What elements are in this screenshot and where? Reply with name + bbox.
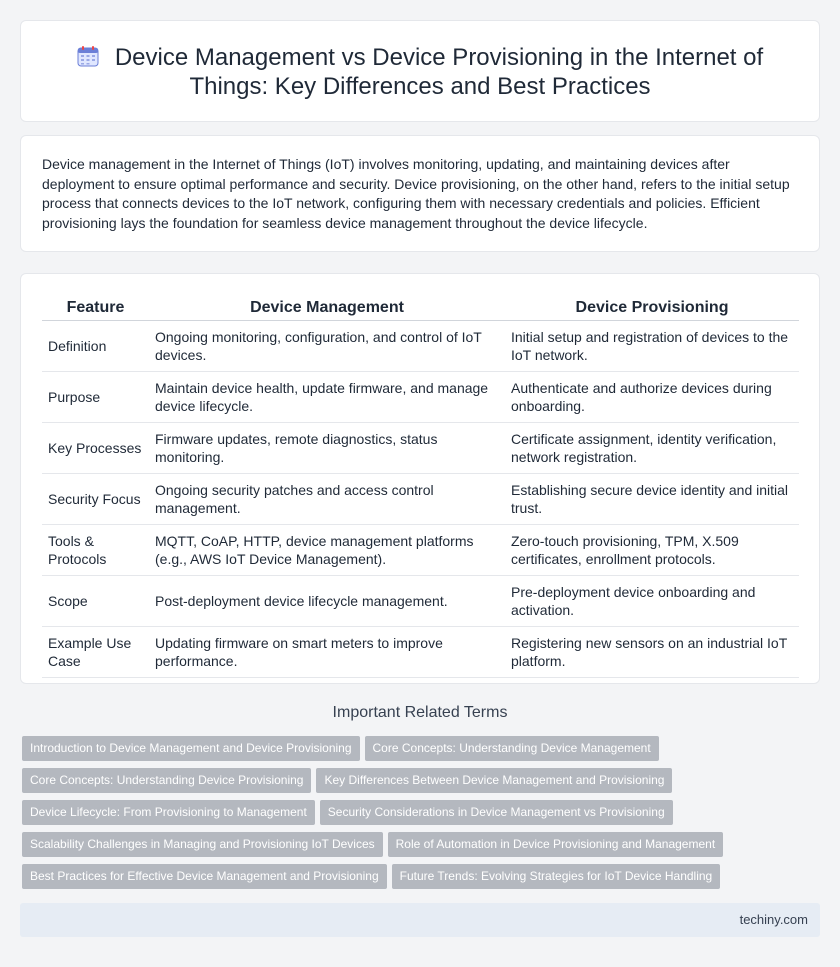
table-row (42, 423, 799, 474)
title-wrap (21, 43, 819, 101)
related-terms-heading: Important Related Terms (332, 704, 508, 721)
row-management: MQTT, CoAP, HTTP, device management platforms (e.g., AWS IoT Device Management). (149, 525, 505, 576)
comparison-card (20, 273, 820, 684)
intro-card (20, 135, 820, 252)
footer (20, 903, 820, 937)
row-feature: Definition (42, 321, 149, 372)
table-row (42, 576, 799, 627)
related-term-tag[interactable]: Role of Automation in Device Provisioning and Management (388, 832, 724, 857)
row-feature: Example Use Case (42, 627, 149, 678)
table-header-row (42, 296, 799, 321)
row-provisioning: Establishing secure device identity and initial trust. (505, 474, 799, 525)
table-row (42, 525, 799, 576)
comparison-table (42, 296, 799, 678)
row-provisioning: Zero-touch provisioning, TPM, X.509 certificates, enrollment protocols. (505, 525, 799, 576)
header-device-management: Device Management (149, 296, 505, 321)
footer-brand: techiny.com (739, 912, 808, 927)
row-provisioning: Authenticate and authorize devices during onboarding. (505, 372, 799, 423)
title-card (20, 20, 820, 122)
related-terms-list (22, 736, 812, 896)
intro-text: Device management in the Internet of Things (IoT) involves monitoring, updating, and maintaining devices after deployment to ensure optimal performance and security. Device provisioning, on the other hand, refers to the initial setup process that connects devices to the IoT network, configuring them with necessary credentials and policies. Efficient provisioning lays the foundation for seamless device management throughout the device lifecycle. (42, 156, 790, 231)
row-management: Ongoing monitoring, configuration, and control of IoT devices. (149, 321, 505, 372)
related-term-tag[interactable]: Core Concepts: Understanding Device Management (365, 736, 659, 761)
related-term-tag[interactable]: Device Lifecycle: From Provisioning to Management (22, 800, 315, 825)
tag-row (22, 832, 812, 864)
tag-row (22, 800, 812, 832)
row-provisioning: Registering new sensors on an industrial IoT platform. (505, 627, 799, 678)
table-row (42, 321, 799, 372)
page-title: Device Management vs Device Provisioning in the Internet of Things: Key Differences and Best Practices (114, 44, 764, 100)
related-term-tag[interactable]: Scalability Challenges in Managing and Provisioning IoT Devices (22, 832, 383, 857)
row-management: Updating firmware on smart meters to improve performance. (149, 627, 505, 678)
row-provisioning: Initial setup and registration of devices to the IoT network. (505, 321, 799, 372)
row-management: Maintain device health, update firmware, and manage device lifecycle. (149, 372, 505, 423)
row-feature: Security Focus (42, 474, 149, 525)
row-feature: Tools & Protocols (42, 525, 149, 576)
row-provisioning: Pre-deployment device onboarding and activation. (505, 576, 799, 627)
related-term-tag[interactable]: Best Practices for Effective Device Management and Provisioning (22, 864, 387, 889)
row-feature: Key Processes (42, 423, 149, 474)
table-row (42, 627, 799, 678)
tag-row (22, 864, 812, 896)
table-row (42, 474, 799, 525)
tag-row (22, 736, 812, 768)
row-management: Ongoing security patches and access control management. (149, 474, 505, 525)
related-term-tag[interactable]: Introduction to Device Management and Device Provisioning (22, 736, 360, 761)
header-feature: Feature (42, 296, 149, 321)
header-device-provisioning: Device Provisioning (505, 296, 799, 321)
related-term-tag[interactable]: Core Concepts: Understanding Device Provisioning (22, 768, 311, 793)
row-provisioning: Certificate assignment, identity verification, network registration. (505, 423, 799, 474)
related-term-tag[interactable]: Key Differences Between Device Management and Provisioning (316, 768, 672, 793)
tag-row (22, 768, 812, 800)
calendar-icon (77, 45, 99, 67)
row-management: Post-deployment device lifecycle management. (149, 576, 505, 627)
table-row (42, 372, 799, 423)
related-term-tag[interactable]: Security Considerations in Device Management vs Provisioning (320, 800, 673, 825)
row-feature: Scope (42, 576, 149, 627)
row-feature: Purpose (42, 372, 149, 423)
row-management: Firmware updates, remote diagnostics, status monitoring. (149, 423, 505, 474)
related-term-tag[interactable]: Future Trends: Evolving Strategies for IoT Device Handling (392, 864, 721, 889)
